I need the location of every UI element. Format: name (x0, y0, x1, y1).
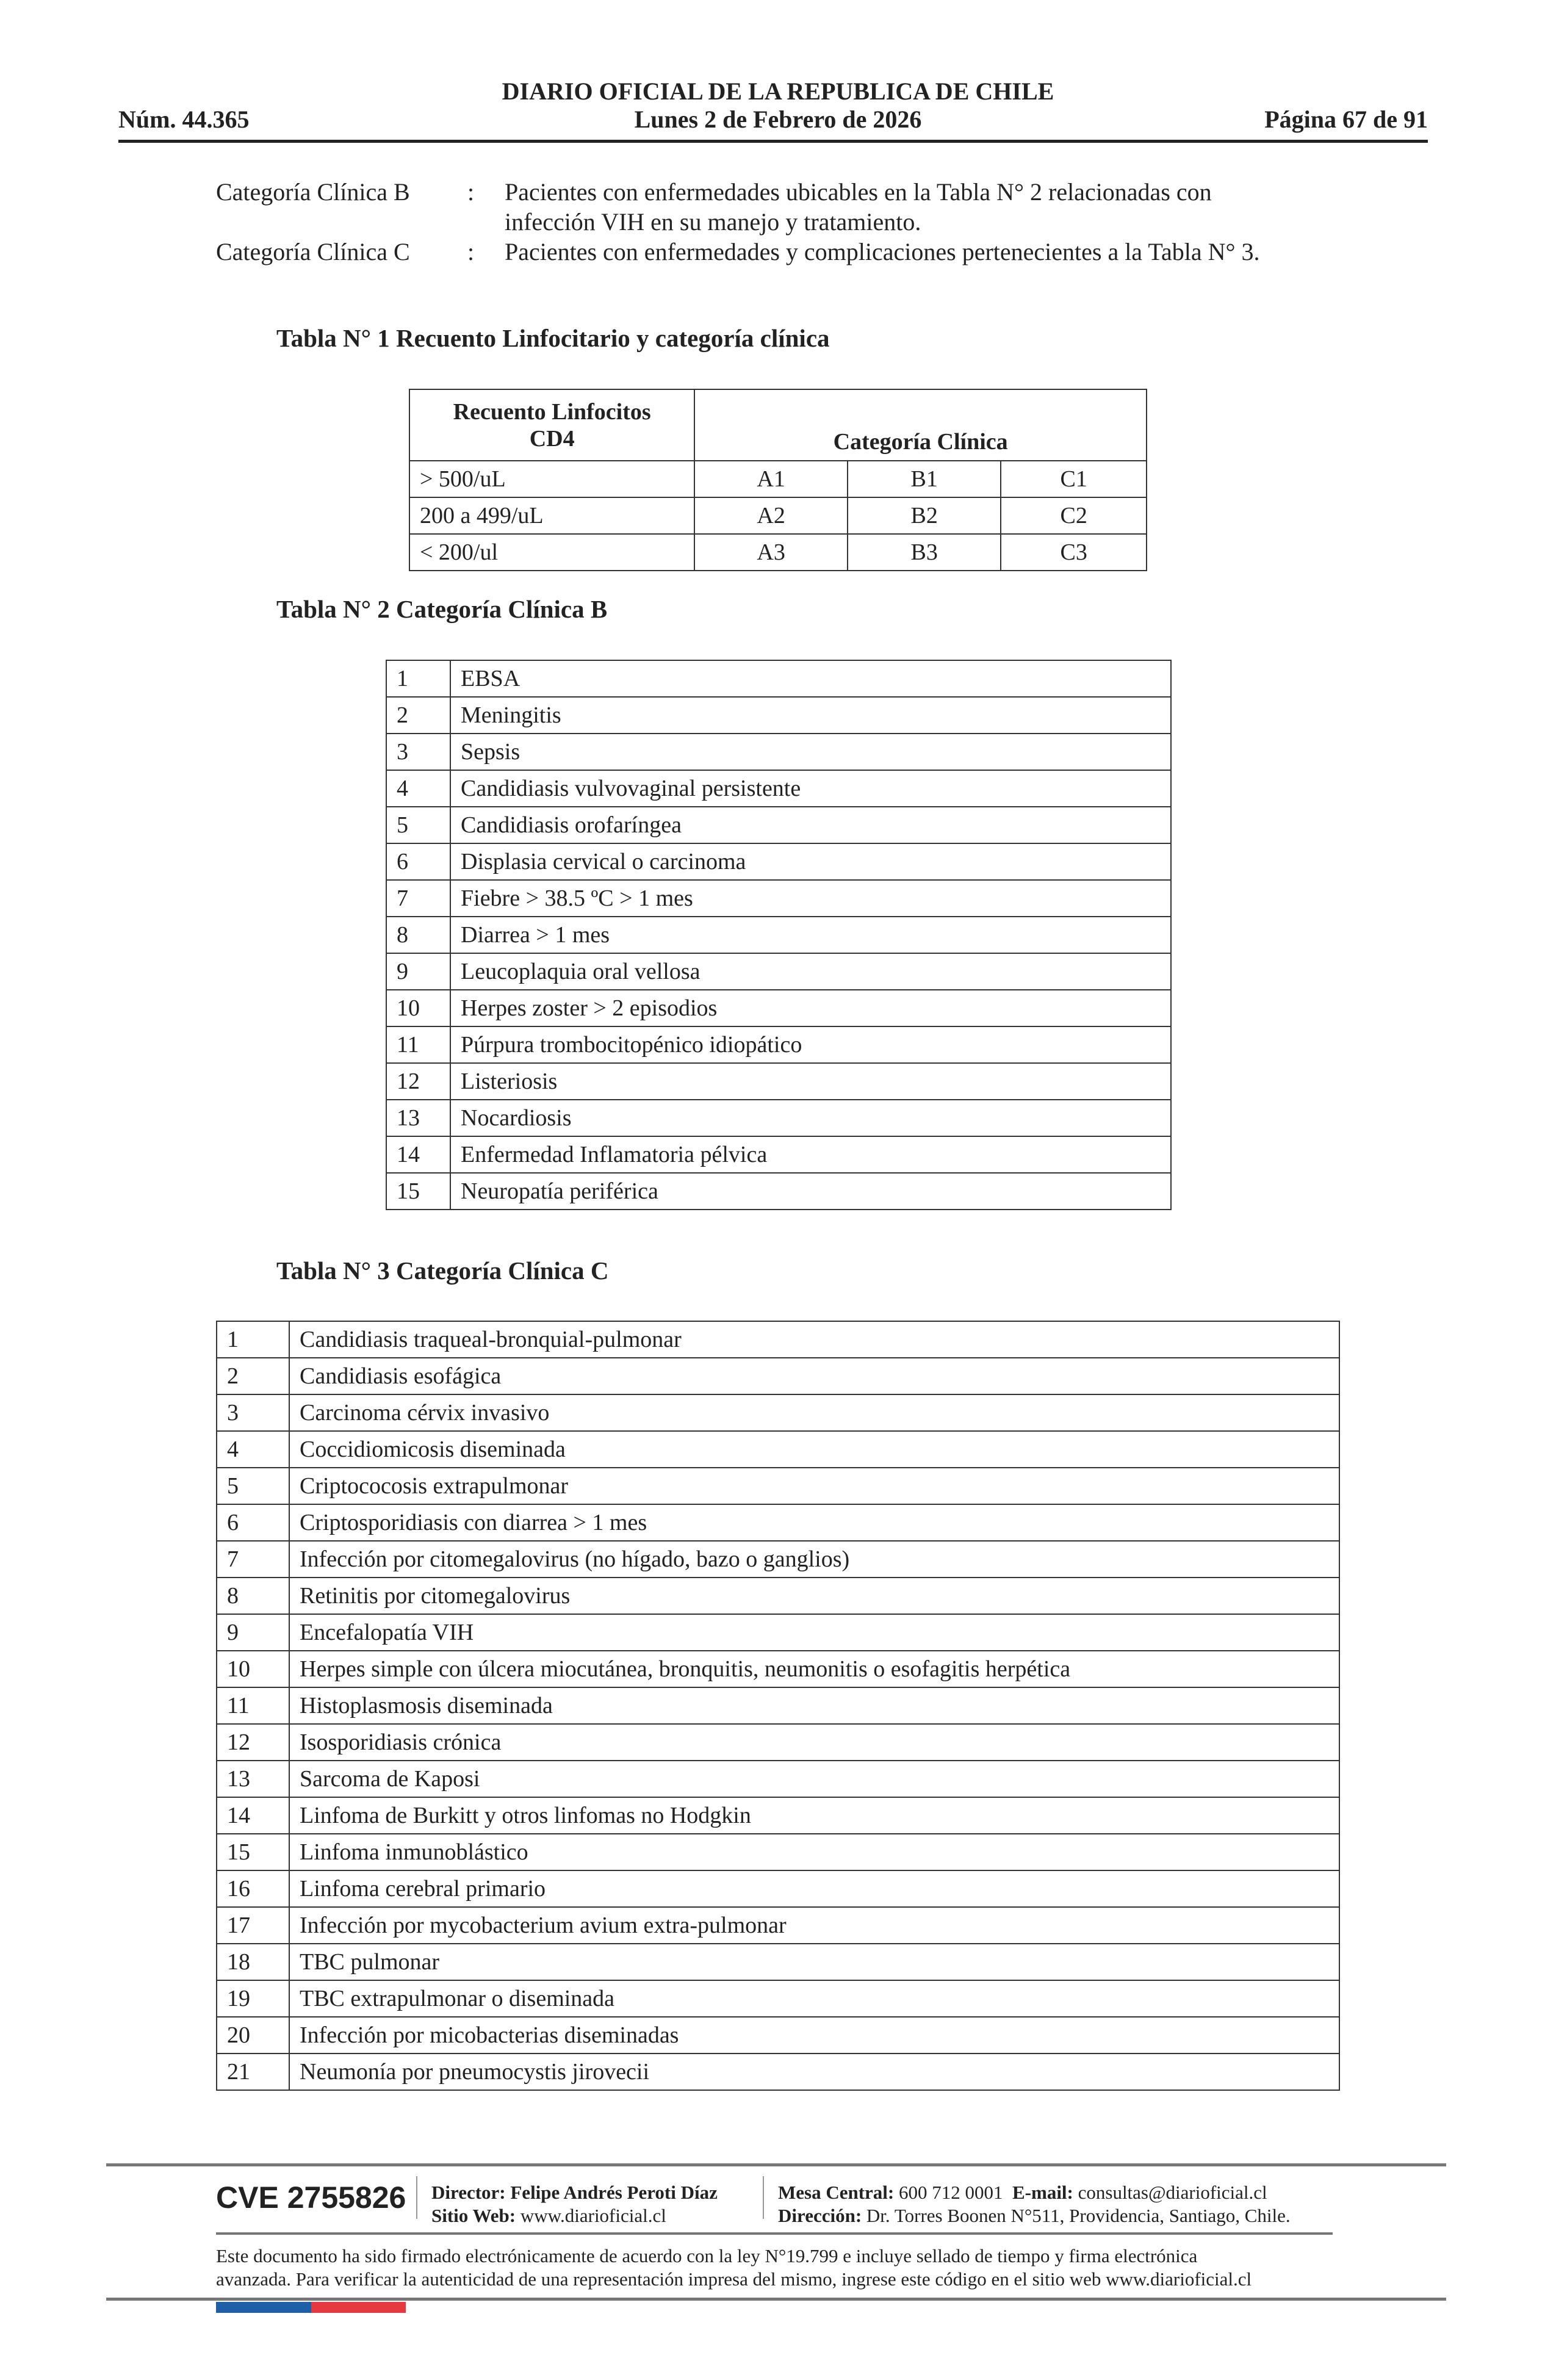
table2-cell: 8 (386, 917, 450, 953)
table3-cell: Criptococosis extrapulmonar (289, 1468, 1339, 1504)
definition-c-label: Categoría Clínica C (216, 238, 410, 265)
table2-cell: 15 (386, 1173, 450, 1210)
footer-director (431, 2181, 718, 2204)
definition-b-label: Categoría Clínica B (216, 178, 410, 206)
definition-c-colon: : (467, 238, 475, 265)
table2-row (386, 917, 1171, 953)
table2-cell: Enfermedad Inflamatoria pélvica (450, 1136, 1171, 1173)
table2-cell: Displasia cervical o carcinoma (450, 843, 1171, 880)
table3-cell: 12 (217, 1724, 289, 1761)
table2-cell: Nocardiosis (450, 1100, 1171, 1136)
table2-cell: 3 (386, 734, 450, 770)
phone-number: 600 712 0001 (899, 2182, 1003, 2203)
table2-cell: 5 (386, 807, 450, 843)
table2-cell: 7 (386, 880, 450, 917)
table2-row (386, 1063, 1171, 1100)
table2-cell: 2 (386, 697, 450, 734)
web-label: Sitio Web: (431, 2205, 516, 2226)
table1-header-cd4-line1: Recuento Linfocitos (453, 398, 651, 425)
table3-cell: Infección por mycobacterium avium extra-pulmonar (289, 1907, 1339, 1944)
footer-separator-2 (763, 2176, 764, 2219)
table3-row (217, 1907, 1339, 1944)
table3-cell: Histoplasmosis diseminada (289, 1687, 1339, 1724)
table2-cell: Fiebre > 38.5 ºC > 1 mes (450, 880, 1171, 917)
table3-cell: 2 (217, 1358, 289, 1394)
table1-cell: B1 (848, 461, 1001, 497)
table3-cell: Encefalopatía VIH (289, 1614, 1339, 1651)
footer-director-block (431, 2181, 718, 2227)
table3-cell: 7 (217, 1541, 289, 1578)
table2-row (386, 843, 1171, 880)
footer-bottom-rule (106, 2298, 1446, 2301)
email-label: E-mail: (1012, 2182, 1073, 2203)
issue-date: Lunes 2 de Febrero de 2026 (634, 106, 922, 133)
table2-cell: EBSA (450, 660, 1171, 697)
table3-row (217, 1980, 1339, 2017)
table3-cell: Sarcoma de Kaposi (289, 1761, 1339, 1797)
table1-title: Tabla N° 1 Recuento Linfocitario y categoría clínica (276, 324, 830, 352)
table3-cell: Coccidiomicosis diseminada (289, 1431, 1339, 1468)
table3-row (217, 1724, 1339, 1761)
table2-cell: 14 (386, 1136, 450, 1173)
table3-row (217, 1651, 1339, 1687)
table1-row (409, 461, 1147, 497)
disclaimer-line2: avanzada. Para verificar la autenticidad de una representación impresa del mismo, ingrese este código en el sitio web www.diarioficial.cl (216, 2268, 1252, 2290)
issue-number: Núm. 44.365 (118, 106, 250, 133)
table2 (386, 660, 1172, 1210)
phone-label: Mesa Central: (778, 2182, 895, 2203)
table3-cell: 14 (217, 1797, 289, 1834)
header-rule (118, 140, 1428, 143)
table3-row (217, 1578, 1339, 1614)
table3-cell: 3 (217, 1394, 289, 1431)
table1 (409, 389, 1147, 571)
table3-cell: TBC pulmonar (289, 1944, 1339, 1980)
table3-cell: 8 (217, 1578, 289, 1614)
table2-cell: 6 (386, 843, 450, 880)
disclaimer-line1: Este documento ha sido firmado electrónicamente de acuerdo con la ley N°19.799 e incluye sellado de tiempo y firma electrónica (216, 2245, 1198, 2266)
table3-cell: Candidiasis esofágica (289, 1358, 1339, 1394)
table3-cell: 10 (217, 1651, 289, 1687)
table2-row (386, 770, 1171, 807)
address-text: Dr. Torres Boonen N°511, Providencia, Santiago, Chile. (866, 2205, 1291, 2226)
table2-cell: Listeriosis (450, 1063, 1171, 1100)
table1-row (409, 497, 1147, 534)
table3-cell: 5 (217, 1468, 289, 1504)
table1-cell: B2 (848, 497, 1001, 534)
table2-cell: 1 (386, 660, 450, 697)
table1-row (409, 534, 1147, 571)
table2-row (386, 1026, 1171, 1063)
table3-row (217, 1687, 1339, 1724)
flag-bar-red (311, 2302, 406, 2313)
table3-row (217, 1504, 1339, 1541)
address-label: Dirección: (778, 2205, 862, 2226)
table3-row (217, 1358, 1339, 1394)
table3-cell: Herpes simple con úlcera miocutánea, bronquitis, neumonitis o esofagitis herpética (289, 1651, 1339, 1687)
table2-cell: Candidiasis vulvovaginal persistente (450, 770, 1171, 807)
table3-row (217, 1431, 1339, 1468)
table1-header-category-label: Categoría Clínica (833, 429, 1008, 455)
table2-cell: 11 (386, 1026, 450, 1063)
definition-b-colon: : (467, 178, 475, 206)
definition-c-text: Pacientes con enfermedades y complicaciones pertenecientes a la Tabla N° 3. (505, 238, 1260, 265)
table3-cell: 6 (217, 1504, 289, 1541)
table2-cell: Meningitis (450, 697, 1171, 734)
table1-header-cd4-line2: CD4 (529, 425, 575, 452)
table3-cell: Linfoma inmunoblástico (289, 1834, 1339, 1870)
table3-cell: Candidiasis traqueal-bronquial-pulmonar (289, 1321, 1339, 1358)
table2-row (386, 953, 1171, 990)
table1-cell: 200 a 499/uL (409, 497, 694, 534)
flag-bar-blue (216, 2302, 311, 2313)
table3-row (217, 2017, 1339, 2054)
web-link[interactable]: www.diarioficial.cl (520, 2205, 666, 2226)
footer-mid-rule (216, 2232, 1333, 2235)
table3-cell: 13 (217, 1761, 289, 1797)
table3-cell: Criptosporidiasis con diarrea > 1 mes (289, 1504, 1339, 1541)
table3-cell: 4 (217, 1431, 289, 1468)
footer-address (778, 2204, 1291, 2227)
director-label: Director: (431, 2182, 506, 2203)
table3-cell: Infección por citomegalovirus (no hígado, bazo o ganglios) (289, 1541, 1339, 1578)
table1-cell: A3 (694, 534, 848, 571)
table3-row (217, 1944, 1339, 1980)
table3-row (217, 1870, 1339, 1907)
definition-b-text (505, 177, 1212, 237)
director-name: Felipe Andrés Peroti Díaz (510, 2182, 718, 2203)
table2-row (386, 807, 1171, 843)
table3-cell: 18 (217, 1944, 289, 1980)
table2-cell: 9 (386, 953, 450, 990)
table1-cell: C1 (1001, 461, 1147, 497)
footer-web (431, 2204, 718, 2227)
footer-top-rule (106, 2163, 1446, 2166)
table3-title: Tabla N° 3 Categoría Clínica C (276, 1257, 609, 1285)
table3 (216, 1321, 1340, 2091)
table1-cell: A2 (694, 497, 848, 534)
table3-cell: Linfoma cerebral primario (289, 1870, 1339, 1907)
table3-row (217, 2054, 1339, 2090)
table2-cell: Diarrea > 1 mes (450, 917, 1171, 953)
table2-cell: Púrpura trombocitopénico idiopático (450, 1026, 1171, 1063)
table2-cell: Leucoplaquia oral vellosa (450, 953, 1171, 990)
table1-header-category (694, 389, 1147, 461)
definition-b-line2: infección VIH en su manejo y tratamiento. (505, 208, 921, 236)
table2-row (386, 734, 1171, 770)
table3-row (217, 1614, 1339, 1651)
table3-row (217, 1834, 1339, 1870)
footer-contact-block (778, 2181, 1291, 2227)
table2-cell: Sepsis (450, 734, 1171, 770)
definition-b-line1: Pacientes con enfermedades ubicables en la Tabla N° 2 relacionadas con (505, 178, 1212, 206)
table3-cell: 16 (217, 1870, 289, 1907)
table2-row (386, 880, 1171, 917)
table2-row (386, 697, 1171, 734)
table3-cell: 11 (217, 1687, 289, 1724)
table3-row (217, 1468, 1339, 1504)
table3-cell: 15 (217, 1834, 289, 1870)
table2-row (386, 990, 1171, 1026)
cve-code: CVE 2755826 (216, 2180, 406, 2215)
table2-cell: 12 (386, 1063, 450, 1100)
table3-cell: Retinitis por citomegalovirus (289, 1578, 1339, 1614)
table3-row (217, 1321, 1339, 1358)
footer-disclaimer (216, 2245, 1252, 2291)
footer-separator-1 (416, 2176, 417, 2219)
table2-row (386, 660, 1171, 697)
table2-cell: 10 (386, 990, 450, 1026)
table3-cell: 17 (217, 1907, 289, 1944)
table3-cell: 1 (217, 1321, 289, 1358)
table2-title: Tabla N° 2 Categoría Clínica B (276, 595, 608, 623)
table1-header-cd4 (409, 389, 694, 461)
table1-cell: C2 (1001, 497, 1147, 534)
publication-title: DIARIO OFICIAL DE LA REPUBLICA DE CHILE (502, 78, 1054, 105)
table2-cell: Neuropatía periférica (450, 1173, 1171, 1210)
table3-cell: Isosporidiasis crónica (289, 1724, 1339, 1761)
table3-row (217, 1541, 1339, 1578)
table2-row (386, 1136, 1171, 1173)
table1-cell: A1 (694, 461, 848, 497)
table3-cell: TBC extrapulmonar o diseminada (289, 1980, 1339, 2017)
table3-cell: 21 (217, 2054, 289, 2090)
table1-cell: < 200/ul (409, 534, 694, 571)
table3-row (217, 1797, 1339, 1834)
table3-cell: Carcinoma cérvix invasivo (289, 1394, 1339, 1431)
table1-cell: B3 (848, 534, 1001, 571)
table3-cell: 9 (217, 1614, 289, 1651)
table3-cell: Linfoma de Burkitt y otros linfomas no Hodgkin (289, 1797, 1339, 1834)
table1-cell: C3 (1001, 534, 1147, 571)
table3-cell: Infección por micobacterias diseminadas (289, 2017, 1339, 2054)
table2-cell: Herpes zoster > 2 episodios (450, 990, 1171, 1026)
table2-cell: 13 (386, 1100, 450, 1136)
table3-row (217, 1761, 1339, 1797)
table2-cell: 4 (386, 770, 450, 807)
table3-cell: Neumonía por pneumocystis jirovecii (289, 2054, 1339, 2090)
table3-cell: 19 (217, 1980, 289, 2017)
table3-row (217, 1394, 1339, 1431)
table2-row (386, 1100, 1171, 1136)
footer-contact (778, 2181, 1291, 2204)
table3-cell: 20 (217, 2017, 289, 2054)
table2-row (386, 1173, 1171, 1210)
email-link[interactable]: consultas@diarioficial.cl (1078, 2182, 1267, 2203)
page-number: Página 67 de 91 (1264, 106, 1428, 133)
table1-cell: > 500/uL (409, 461, 694, 497)
table2-cell: Candidiasis orofaríngea (450, 807, 1171, 843)
